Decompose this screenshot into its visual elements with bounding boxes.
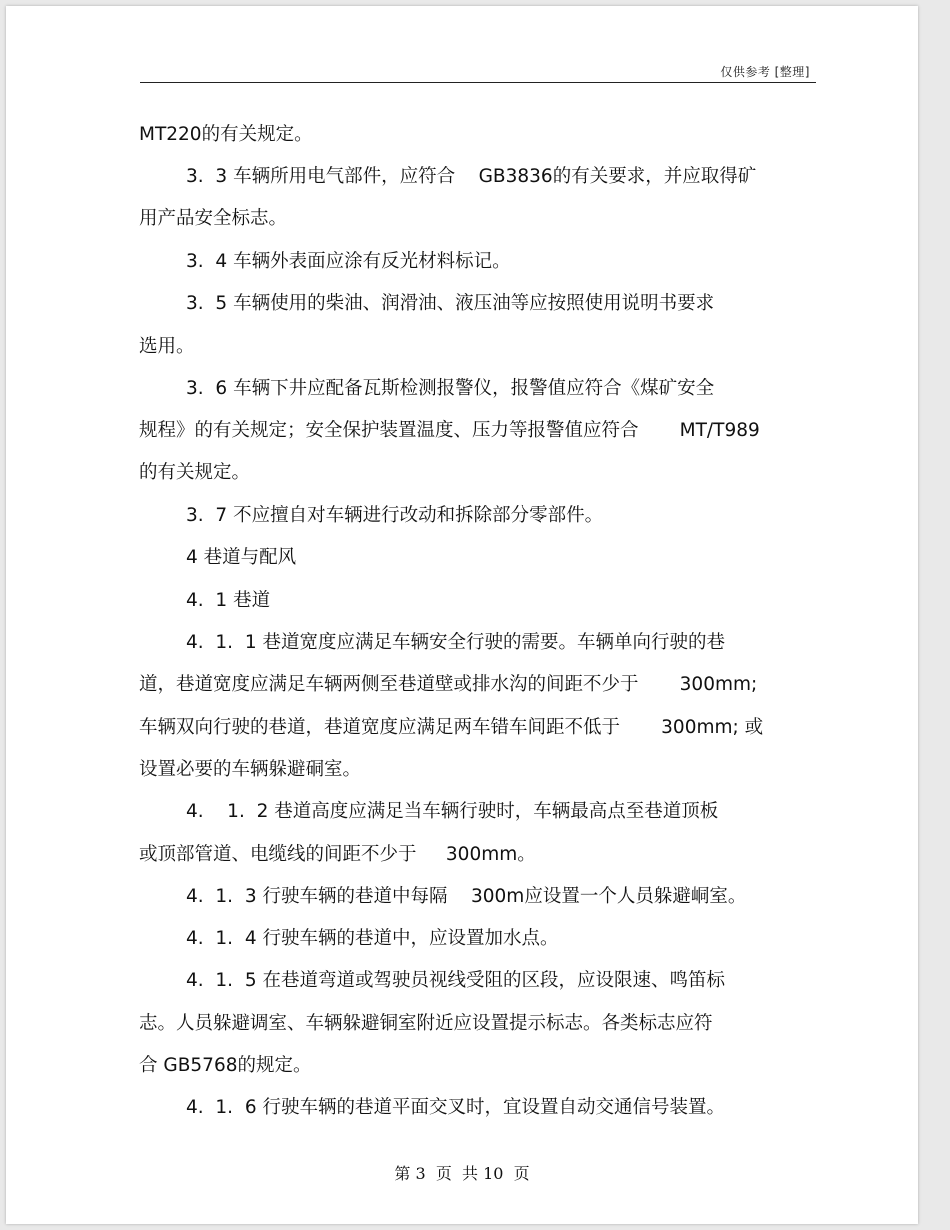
body-line: 4. 1. 6 行驶车辆的巷道平面交叉时，宜设置自动交通信号装置。 (186, 1097, 725, 1118)
document-page (6, 6, 918, 1224)
body-line: 用产品安全标志。 (139, 208, 288, 229)
page-header: 仅供参考 [整理] (720, 65, 810, 79)
body-line: 4. 1. 5 在巷道弯道或驾驶员视线受阻的区段，应设限速、鸣笛标 (186, 970, 725, 991)
body-line: MT220的有关规定。 (139, 124, 313, 145)
body-line: 3. 5 车辆使用的柴油、润滑油、液压油等应按照使用说明书要求 (186, 293, 715, 314)
body-line: 的有关规定。 (139, 462, 251, 483)
body-line: 4. 1. 3 行驶车辆的巷道中每隔 300m应设置一个人员躲避峒室。 (186, 886, 747, 907)
body-line: 道，巷道宽度应满足车辆两侧至巷道壁或排水沟的间距不少于 300mm; (139, 674, 758, 695)
page-footer: 第 3 页 共 10 页 (394, 1164, 530, 1183)
body-line: 或顶部管道、电缆线的间距不少于 300mm。 (139, 844, 536, 865)
body-line: 合 GB5768的规定。 (139, 1055, 312, 1076)
body-line: 4. 1. 2 巷道高度应满足当车辆行驶时，车辆最高点至巷道顶板 (186, 801, 719, 822)
body-line: 3. 6 车辆下井应配备瓦斯检测报警仪，报警值应符合《煤矿安全 (186, 378, 715, 399)
body-line: 3. 4 车辆外表面应涂有反光材料标记。 (186, 251, 511, 272)
body-line: 选用。 (139, 336, 195, 357)
body-line: 志。人员躲避调室、车辆躲避铜室附近应设置提示标志。各类标志应符 (139, 1013, 713, 1034)
header-divider (140, 82, 816, 83)
body-line: 4. 1. 4 行驶车辆的巷道中，应设置加水点。 (186, 928, 559, 949)
subsection-heading: 4. 1 巷道 (186, 590, 271, 611)
body-line: 规程》的有关规定；安全保护装置温度、压力等报警值应符合 MT/T989 (139, 420, 760, 441)
body-line: 车辆双向行驶的巷道，巷道宽度应满足两车错车间距不低于 300mm; 或 (139, 717, 764, 738)
body-line: 3. 7 不应擅自对车辆进行改动和拆除部分零部件。 (186, 505, 604, 526)
body-line: 4. 1. 1 巷道宽度应满足车辆安全行驶的需要。车辆单向行驶的巷 (186, 632, 725, 653)
section-heading: 4 巷道与配风 (186, 547, 297, 568)
body-line: 3. 3 车辆所用电气部件，应符合 GB3836的有关要求，并应取得矿 (186, 166, 757, 187)
body-line: 设置必要的车辆躲避硐室。 (139, 759, 362, 780)
